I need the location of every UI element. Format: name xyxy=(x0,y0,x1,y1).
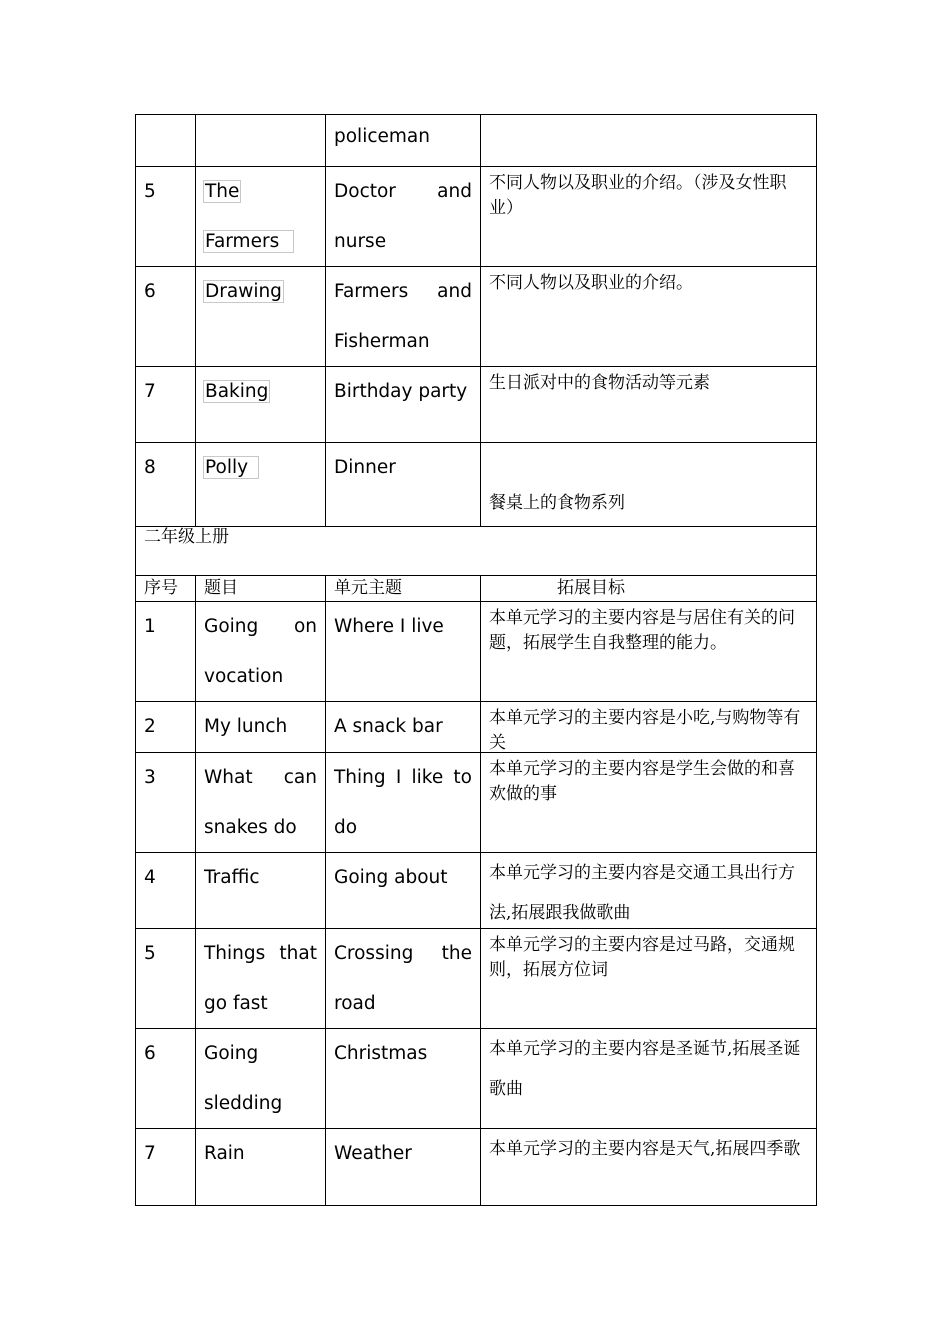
table-row xyxy=(135,366,817,442)
extension-goal: 本单元学习的主要内容是过马路，交通规则，拓展方位词 xyxy=(489,935,795,980)
row-number: 8 xyxy=(144,457,156,478)
lesson-title-line2: sledding xyxy=(204,1093,283,1114)
table-bottom-border xyxy=(135,1205,817,1206)
table-row xyxy=(135,1028,817,1128)
unit-theme: Going about xyxy=(334,867,448,888)
unit-theme: Where I live xyxy=(334,616,444,637)
header-no: 序号 xyxy=(144,578,178,598)
extension-goal: 不同人物以及职业的介绍。 xyxy=(489,273,693,293)
row-number: 2 xyxy=(144,716,156,737)
table-header-row xyxy=(135,575,817,601)
header-goal: 拓展目标 xyxy=(557,578,625,598)
lesson-title: My lunch xyxy=(204,716,288,737)
row-number: 1 xyxy=(144,616,156,637)
unit-theme-line2: nurse xyxy=(334,231,387,252)
row-number: 7 xyxy=(144,381,156,402)
extension-goal: 本单元学习的主要内容是交通工具出行方法,拓展跟我做歌曲 xyxy=(489,863,795,923)
unit-theme: A snack bar xyxy=(334,716,443,737)
unit-theme-line2: Fisherman xyxy=(334,331,430,352)
header-title: 题目 xyxy=(204,578,238,598)
extension-goal: 本单元学习的主要内容是小吃,与购物等有关 xyxy=(489,708,801,753)
lesson-title: Baking xyxy=(205,381,269,402)
lesson-title: Polly xyxy=(204,457,258,478)
lesson-title-line2: snakes do xyxy=(204,817,297,838)
grade-section-row xyxy=(135,526,817,575)
unit-theme: Farmers and xyxy=(334,281,472,302)
lesson-title: Traffic xyxy=(204,867,260,888)
lesson-title: The xyxy=(205,181,240,202)
table-row xyxy=(135,601,817,701)
lesson-title: Drawing xyxy=(205,281,282,302)
table-row xyxy=(135,442,817,526)
lesson-title-line2: vocation xyxy=(204,666,284,687)
lesson-title-line2: go fast xyxy=(204,993,268,1014)
unit-theme: Crossing the xyxy=(334,943,472,964)
table-row xyxy=(135,114,817,166)
unit-theme: Birthday party xyxy=(334,381,468,402)
lesson-title: Things that xyxy=(204,943,317,964)
unit-theme: Christmas xyxy=(334,1043,428,1064)
lesson-title: Rain xyxy=(204,1143,245,1164)
row-number: 5 xyxy=(144,181,156,202)
extension-goal: 本单元学习的主要内容是与居住有关的问题，拓展学生自我整理的能力。 xyxy=(489,608,795,653)
row-number: 7 xyxy=(144,1143,156,1164)
lesson-title: What can xyxy=(204,767,317,788)
table-row xyxy=(135,852,817,928)
extension-goal: 不同人物以及职业的介绍。（涉及女性职业） xyxy=(489,173,787,218)
table-row xyxy=(135,928,817,1028)
row-number: 5 xyxy=(144,943,156,964)
table-row xyxy=(135,701,817,752)
lesson-title-line2: Farmers xyxy=(204,231,293,252)
unit-theme-line2: do xyxy=(334,817,358,838)
table-row xyxy=(135,1128,817,1205)
row-number: 6 xyxy=(144,281,156,302)
grade-label: 二年级上册 xyxy=(144,527,229,547)
extension-goal: 生日派对中的食物活动等元素 xyxy=(489,373,710,393)
unit-theme: policeman xyxy=(334,126,430,147)
unit-theme: Doctor and xyxy=(334,181,472,202)
unit-theme: Thing I like to xyxy=(334,767,472,788)
unit-theme: Dinner xyxy=(334,457,396,478)
table-row xyxy=(135,266,817,366)
lesson-title: Going on xyxy=(204,616,317,637)
extension-goal: 本单元学习的主要内容是圣诞节,拓展圣诞歌曲 xyxy=(489,1039,801,1099)
row-number: 3 xyxy=(144,767,156,788)
extension-goal: 餐桌上的食物系列 xyxy=(489,493,625,513)
row-number: 4 xyxy=(144,867,156,888)
table-row xyxy=(135,752,817,852)
row-number: 6 xyxy=(144,1043,156,1064)
lesson-title: Going xyxy=(204,1043,259,1064)
unit-theme: Weather xyxy=(334,1143,412,1164)
extension-goal: 本单元学习的主要内容是学生会做的和喜欢做的事 xyxy=(489,759,795,804)
table-row xyxy=(135,166,817,266)
extension-goal: 本单元学习的主要内容是天气,拓展四季歌 xyxy=(489,1139,801,1159)
header-theme: 单元主题 xyxy=(334,578,402,598)
unit-theme-line2: road xyxy=(334,993,376,1014)
